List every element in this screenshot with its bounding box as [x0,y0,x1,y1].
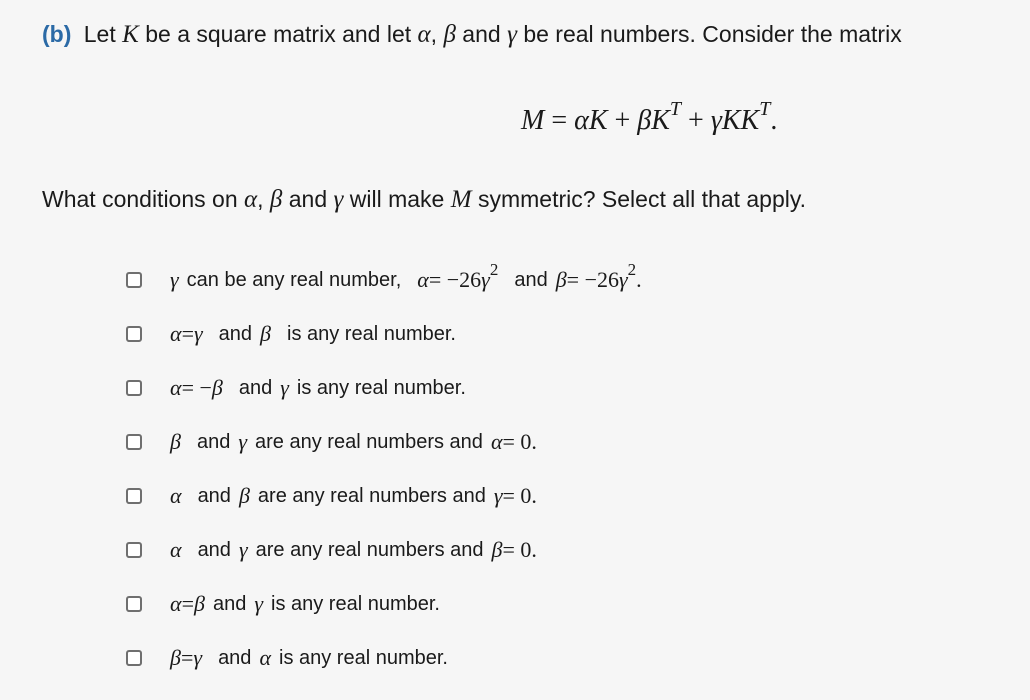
option-text: and [238,376,273,399]
option-7[interactable]: α = β and γ is any real number. [126,586,826,622]
option-7-checkbox[interactable] [126,596,142,612]
option-1[interactable]: γ can be any real number, α = −26 γ 2 and β = −26 γ 2 . [126,262,826,298]
math-M: M [450,186,472,213]
option-2[interactable]: α = γ and β is any real number. [126,316,826,352]
option-text: can be any real number, [186,268,402,291]
option-text: and [218,646,252,669]
prompt-text: What conditions on [42,186,238,212]
header-text: Let [83,21,116,47]
option-3-checkbox[interactable] [126,380,142,396]
option-1-checkbox[interactable] [126,272,142,288]
option-text: is any real number. [271,592,440,615]
option-8-checkbox[interactable] [126,650,142,666]
option-text: and [218,322,253,345]
matrix-equation: $M = \alpha K + \beta K^T + \gamma KK^T$. [521,98,778,136]
math-alpha: α [417,21,431,48]
option-text: and [212,592,247,615]
option-text: is any real number. [287,322,456,345]
math-gamma: γ [507,21,517,48]
option-4-checkbox[interactable] [126,434,142,450]
option-8[interactable]: β = γ and α is any real number. [126,640,826,676]
comma: , [430,21,438,47]
option-2-checkbox[interactable] [126,326,142,342]
option-5[interactable]: α and β are any real numbers and γ = 0. [126,478,826,514]
math-beta: β [269,186,283,213]
option-text: are any real numbers and [257,484,486,507]
option-text: are any real numbers and [255,430,483,453]
option-text: are any real numbers and [255,538,484,561]
header-text: and [462,21,501,47]
question-header [42,18,902,51]
option-4[interactable]: β and γ are any real numbers and α = 0. [126,424,826,460]
option-text: and [514,268,548,291]
math-alpha: α [244,186,258,213]
math-beta: β [443,21,456,48]
header-text: be real numbers. Consider the matrix [523,21,902,47]
option-text: is any real number. [279,646,448,669]
part-label: (b) [42,21,72,47]
question-prompt [42,183,806,216]
option-text: and [197,484,231,507]
comma: , [257,186,264,212]
option-text: is any real number. [296,376,466,399]
option-text: and [196,430,231,453]
prompt-text: will make [349,186,445,212]
prompt-text: and [288,186,328,212]
header-text: be a square matrix and let [145,21,412,47]
math-gamma: γ [333,186,344,213]
option-3[interactable]: α = − β and γ is any real number. [126,370,826,406]
option-6[interactable]: α and γ are any real numbers and β = 0. [126,532,826,568]
option-5-checkbox[interactable] [126,488,142,504]
math-K: K [122,21,139,48]
option-text: and [197,538,231,561]
prompt-text: symmetric? Select all that apply. [477,186,807,212]
option-6-checkbox[interactable] [126,542,142,558]
